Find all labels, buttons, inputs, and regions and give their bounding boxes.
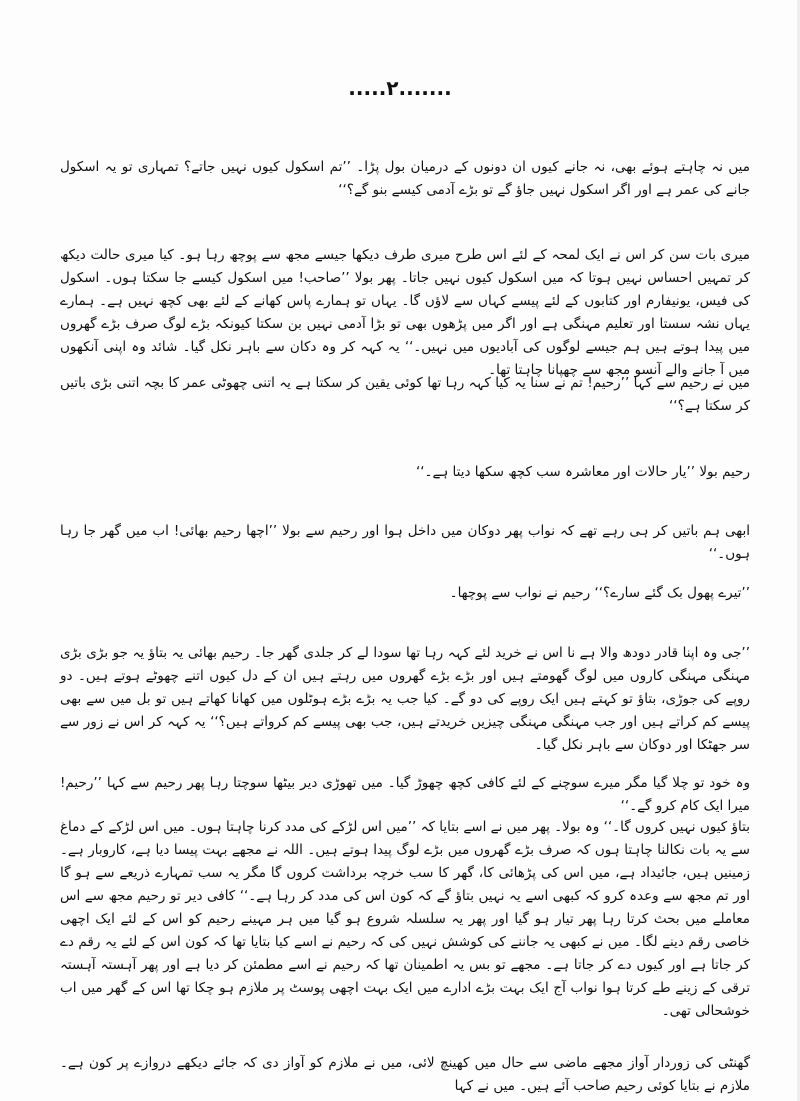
paragraph-1: میں نہ چاہتے ہوئے بھی، نہ جانے کیوں ان دونوں کے درمیان بول پڑا۔ ’’تم اسکول کیوں نہیں جاتے؟ تمہاری تو یہ اسکول جانے کی عمر ہے اور اگر اسکول نہیں جاؤ گے تو بڑے آدمی کیسے بنو گے؟‘‘ — [60, 158, 750, 198]
paragraph-10: گھنٹی کی زوردار آواز مجھے ماضی سے حال میں کھینچ لائی، میں نے ملازم کو آواز دی کہ جائے دیکھے دروازے پر کون ہے۔ ملازم نے بتایا کوئی رحیم صاحب آئے ہیں۔ میں نے کہا — [60, 1054, 750, 1094]
paragraph-9: بتاؤ کیوں نہیں کروں گا۔‘‘ وہ بولا۔ پھر میں نے اسے بتایا کہ ’’میں اس لڑکے کی مدد کرنا چاہتا ہوں۔ میں اس لڑکے کے دماغ سے یہ بات نکالنا چاہتا ہوں کہ صرف بڑے گھروں میں بڑے لوگ پیدا ہوتے ہیں۔ اللہ نے مجھے بہت پیسا دیا ہے، کاروبار ہے۔ زمینیں ہیں، جائیداد ہے، میں اس کی پڑھائی کا، گھر کا سب خرچہ برداشت کروں گا مگر یہ سب تمہارے ذریعے سے ہو گا اور تم مجھ سے وعدہ کرو کہ کبھی اسے یہ نہیں بتاؤ گے کہ کون اس کی مدد کر رہا ہے۔‘‘ کافی دیر تو رحیم مجھ سے اس معاملے میں بحث کرتا رہا پھر تیار ہو گیا اور پھر یہ سلسلہ شروع ہو گیا میں ہر مہینے رحیم کو اس کے لئے ایک اچھی خاصی رقم دینے لگا۔ میں نے کبھی یہ جاننے کی کوشش نہیں کی کہ رحیم نے اسے کیا بتایا تھا کہ کون اس کے لئے یہ رقم دے کر جاتا ہے اور کیوں دے کر جاتا ہے۔ مجھے تو بس یہ اطمینان تھا کہ رحیم نے اسے مطمئن کر دیا ہے اور پھر آہستہ آہستہ ترقی کے زینے طے کرتا ہوا نواب آج ایک بہت بڑے ادارے میں ایک بہت اچھی پوسٹ پر ملازم ہو چکا تھا اس کے گھر میں اب خوشحالی تھی۔ — [60, 818, 750, 1019]
page-number: .....۲....... — [348, 76, 452, 100]
paragraph-5: ابھی ہم باتیں کر ہی رہے تھے کہ نواب پھر دوکان میں داخل ہوا اور رحیم سے بولا ’’اچھا رحیم بھائی! اب میں گھر جا رہا ہوں۔‘‘ — [60, 522, 750, 562]
paragraph-6: ’’تیرے پھول بک گئے سارے؟‘‘ رحیم نے نواب سے پوچھا۔ — [449, 584, 750, 601]
paragraph-3: میں نے رحیم سے کہا ’’رحیم! تم نے سنا یہ کیا کہہ رہا تھا کوئی یقین کر سکتا ہے یہ اتنی چھوٹی عمر کا بچہ اتنی بڑی باتیں کر سکتا ہے؟‘‘ — [60, 374, 750, 414]
paragraph-2: میری بات سن کر اس نے ایک لمحہ کے لئے اس طرح میری طرف دیکھا جیسے مجھ سے پوچھ رہا ہو۔ کیا میری حالت دیکھ کر تمہیں احساس نہیں ہوتا کہ میں اسکول کیوں نہیں جاتا۔ پھر بولا ’’صاحب! میں اسکول کیسے جا سکتا ہوں۔ اسکول کی فیس، یونیفارم اور کتابوں کے لئے پیسے کہاں سے لاؤں گا۔ یہاں تو ہمارے پاس کھانے کے لئے بھی کچھ نہیں ہے۔ ہمارے یہاں نشہ سستا اور تعلیم مہنگی ہے اور اگر میں پڑھوں بھی تو بڑا آدمی نہیں بن سکتا کیونکہ بڑے لوگ صرف بڑے گھروں میں پیدا ہوتے ہیں ہم جیسے لوگوں کی آبادیوں میں نہیں۔‘‘ یہ کہہ کر وہ دکان سے باہر نکل گیا۔ شائد وہ اپنی آنکھوں میں آ جانے والے آنسو مجھ سے چھپانا چاہتا تھا۔ — [60, 246, 750, 378]
paragraph-8: وہ خود تو چلا گیا مگر میرے سوچنے کے لئے کافی کچھ چھوڑ گیا۔ میں تھوڑی دیر بیٹھا سوچتا رہا پھر رحیم سے کہا ’’رحیم! میرا ایک کام کرو گے۔‘‘ — [60, 774, 750, 814]
paragraph-7: ’’جی وہ اپنا قادر دودھ والا ہے نا اس نے خرید لئے کہہ رہا تھا سودا لے کر جلدی گھر جا۔ رحیم بھائی یہ بتاؤ یہ جو بڑی بڑی مہنگی مہنگی کاروں میں لوگ گھومتے ہیں اور بڑے بڑے گھروں میں رہتے ہیں ان کے دل کیوں اتنے چھوٹے ہوتے ہیں۔ دو روپے کی جوڑی، بتاؤ تو کہتے ہیں ایک روپے کی دو گے۔ کیا جب یہ بڑے بڑے ہوٹلوں میں کھانا کھاتے ہیں تو بل میں سے بھی پیسے کم کراتے ہیں اور جب مہنگی مہنگی چیزیں خریدتے ہیں، جب بھی پیسے کم کرواتے ہیں؟‘‘ یہ کہہ کر اس نے زور سے سر جھٹکا اور دوکان سے باہر نکل گیا۔ — [60, 644, 750, 753]
paragraph-4: رحیم بولا ’’یار حالات اور معاشرہ سب کچھ سکھا دیتا ہے۔‘‘ — [415, 463, 750, 480]
